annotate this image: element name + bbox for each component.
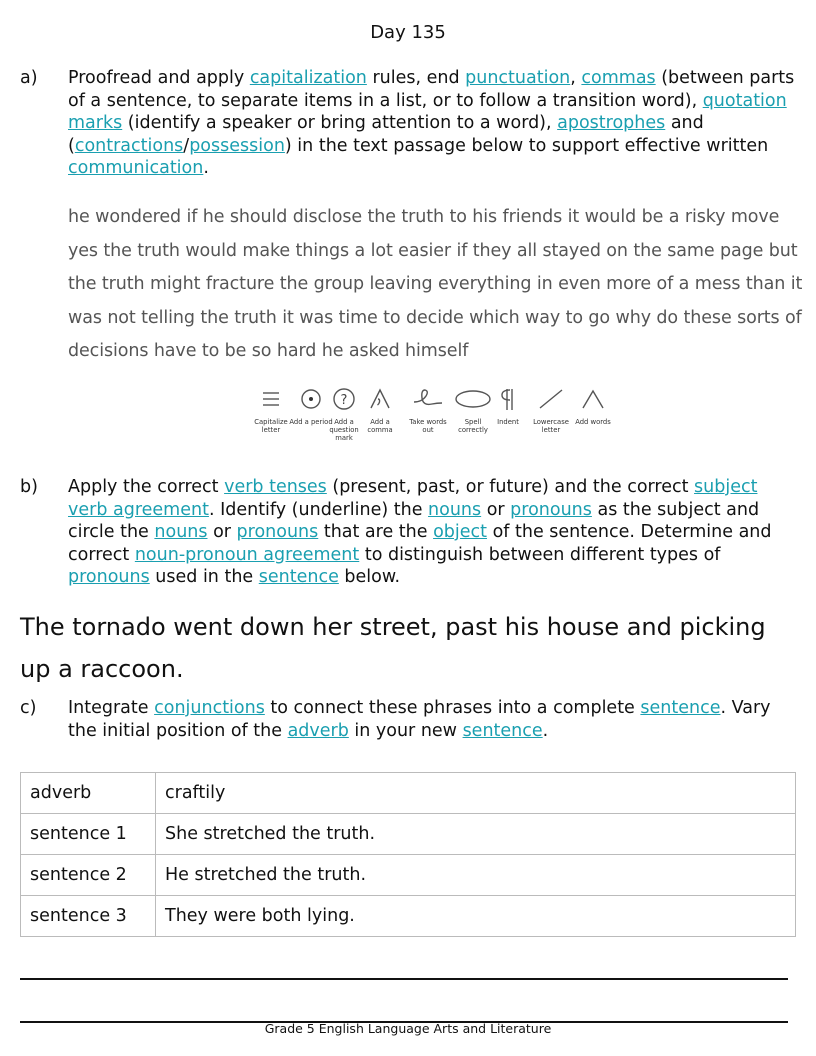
nouns-link[interactable]: nouns bbox=[154, 522, 208, 542]
add-comma-mark-icon bbox=[365, 386, 395, 412]
text: (present, past, or future) and the correct bbox=[326, 477, 695, 497]
section-b bbox=[20, 476, 800, 589]
mark-lowercase bbox=[528, 386, 574, 434]
row-value: She stretched the truth. bbox=[156, 814, 796, 855]
section-a-instructions bbox=[68, 67, 800, 180]
text: Proofread and apply bbox=[68, 68, 250, 88]
section-c bbox=[20, 697, 800, 742]
text: as the subject and circle the bbox=[68, 499, 760, 542]
text: to distinguish between different types of bbox=[359, 544, 721, 565]
mark-add-comma bbox=[357, 386, 403, 434]
row-label: sentence 2 bbox=[21, 855, 156, 896]
text: / bbox=[183, 135, 190, 156]
noun-pronoun-agreement-link[interactable]: noun-pronoun agreement bbox=[134, 544, 360, 565]
text: of the sentence. Determine and correct bbox=[68, 522, 772, 565]
table-row bbox=[21, 855, 796, 896]
mark-take-words-out bbox=[405, 386, 451, 434]
pronouns-link[interactable]: pronouns bbox=[68, 567, 150, 587]
mark-add-words bbox=[570, 386, 616, 426]
apostrophes-link[interactable]: apostrophes bbox=[557, 113, 666, 133]
text: used in the bbox=[149, 567, 259, 587]
adverb-link[interactable]: adverb bbox=[287, 720, 349, 741]
pronouns-link[interactable]: pronouns bbox=[510, 499, 592, 520]
text: (between parts of a sentence, to separate items in a list, or to follow a transition word), bbox=[68, 68, 795, 111]
nouns-link[interactable]: nouns bbox=[428, 499, 482, 520]
row-value: They were both lying. bbox=[156, 896, 796, 937]
row-value: He stretched the truth. bbox=[156, 855, 796, 896]
mark-indent bbox=[485, 386, 531, 426]
sentence-link[interactable]: sentence bbox=[640, 698, 721, 718]
row-label: sentence 3 bbox=[21, 896, 156, 937]
punctuation-link[interactable]: punctuation bbox=[465, 68, 571, 88]
svg-text:?: ? bbox=[340, 393, 348, 408]
sentence-link[interactable]: sentence bbox=[258, 567, 339, 587]
mark-caption: Add words bbox=[575, 418, 611, 426]
conjunctions-link[interactable]: conjunctions bbox=[154, 698, 265, 718]
capitalization-link[interactable]: capitalization bbox=[249, 68, 367, 88]
proofreading-marks-legend bbox=[248, 386, 618, 446]
indent-mark-icon bbox=[493, 386, 523, 412]
verb-tenses-link[interactable]: verb tenses bbox=[224, 477, 327, 497]
row-label: sentence 1 bbox=[21, 814, 156, 855]
possession-link[interactable]: possession bbox=[189, 135, 285, 156]
row-label: adverb bbox=[21, 773, 156, 814]
text: in your new bbox=[348, 720, 463, 741]
text: . Vary the initial position of the bbox=[68, 698, 771, 741]
mark-caption: Take words out bbox=[409, 418, 447, 434]
text: and ( bbox=[68, 113, 704, 156]
section-b-instructions bbox=[68, 476, 800, 589]
text: or bbox=[481, 499, 511, 520]
contractions-link[interactable]: contractions bbox=[74, 135, 184, 156]
text: . Identify (underline) the bbox=[208, 499, 429, 520]
table-row bbox=[21, 814, 796, 855]
phrases-table bbox=[20, 772, 796, 937]
text: Integrate bbox=[68, 698, 155, 718]
text: (identify a speaker or bring attention to a word), bbox=[122, 113, 558, 133]
text: below. bbox=[338, 567, 401, 587]
add-words-mark-icon bbox=[578, 386, 608, 412]
text: or bbox=[207, 522, 237, 542]
text: . bbox=[542, 720, 549, 741]
section-a-label: a) bbox=[20, 68, 38, 88]
object-link[interactable]: object bbox=[433, 522, 488, 542]
section-c-label: c) bbox=[20, 698, 37, 718]
text: ) in the text passage below to support effective written bbox=[284, 135, 769, 156]
page-title: Day 135 bbox=[370, 22, 446, 43]
capitalize-mark-icon bbox=[256, 386, 286, 412]
mark-caption: Add a question mark bbox=[329, 418, 359, 442]
mark-caption: Capitalize letter bbox=[254, 418, 288, 434]
section-a bbox=[20, 67, 800, 180]
mark-caption: Lowercase letter bbox=[533, 418, 569, 434]
mark-caption: Indent bbox=[497, 418, 519, 426]
commas-link[interactable]: commas bbox=[581, 68, 656, 88]
table-row bbox=[21, 896, 796, 937]
mark-caption: Add a period bbox=[289, 418, 333, 426]
subject-verb-agreement-link[interactable]: subject verb agreement bbox=[68, 477, 758, 520]
text: Apply the correct bbox=[68, 477, 225, 497]
quotation-marks-link[interactable]: quotation marks bbox=[68, 90, 787, 133]
proofreading-passage: he wondered if he should disclose the truth to his friends it would be a risky move yes the truth would make things a lot easier if they all stayed on the same page but the truth might fracture the group leaving everything in even more of a mess than it was not telling the truth it was time to decide which way to go why do these sorts of decisions have to be so hard he asked himself bbox=[68, 207, 803, 362]
page-footer: Grade 5 English Language Arts and Literature bbox=[264, 1021, 552, 1036]
mark-caption: Spell correctly bbox=[458, 418, 488, 434]
text: that are the bbox=[318, 522, 434, 542]
section-b-label: b) bbox=[20, 477, 38, 497]
section-c-instructions bbox=[68, 697, 800, 742]
row-value: craftily bbox=[156, 773, 796, 814]
add-question-mark-icon bbox=[329, 386, 359, 412]
lowercase-mark-icon bbox=[536, 386, 566, 412]
text: . bbox=[203, 158, 209, 178]
mark-caption: Add a comma bbox=[367, 418, 393, 434]
text: rules, end bbox=[366, 68, 466, 88]
text: , bbox=[570, 68, 582, 88]
communication-link[interactable]: communication bbox=[68, 158, 204, 178]
answer-line[interactable] bbox=[20, 978, 788, 980]
practice-sentence: The tornado went down her street, past his house and picking up a raccoon. bbox=[20, 613, 766, 683]
table-row bbox=[21, 773, 796, 814]
pronouns-link[interactable]: pronouns bbox=[236, 522, 319, 542]
take-words-out-mark-icon bbox=[411, 386, 445, 412]
sentence-link[interactable]: sentence bbox=[462, 720, 543, 741]
text: to connect these phrases into a complete bbox=[264, 698, 641, 718]
